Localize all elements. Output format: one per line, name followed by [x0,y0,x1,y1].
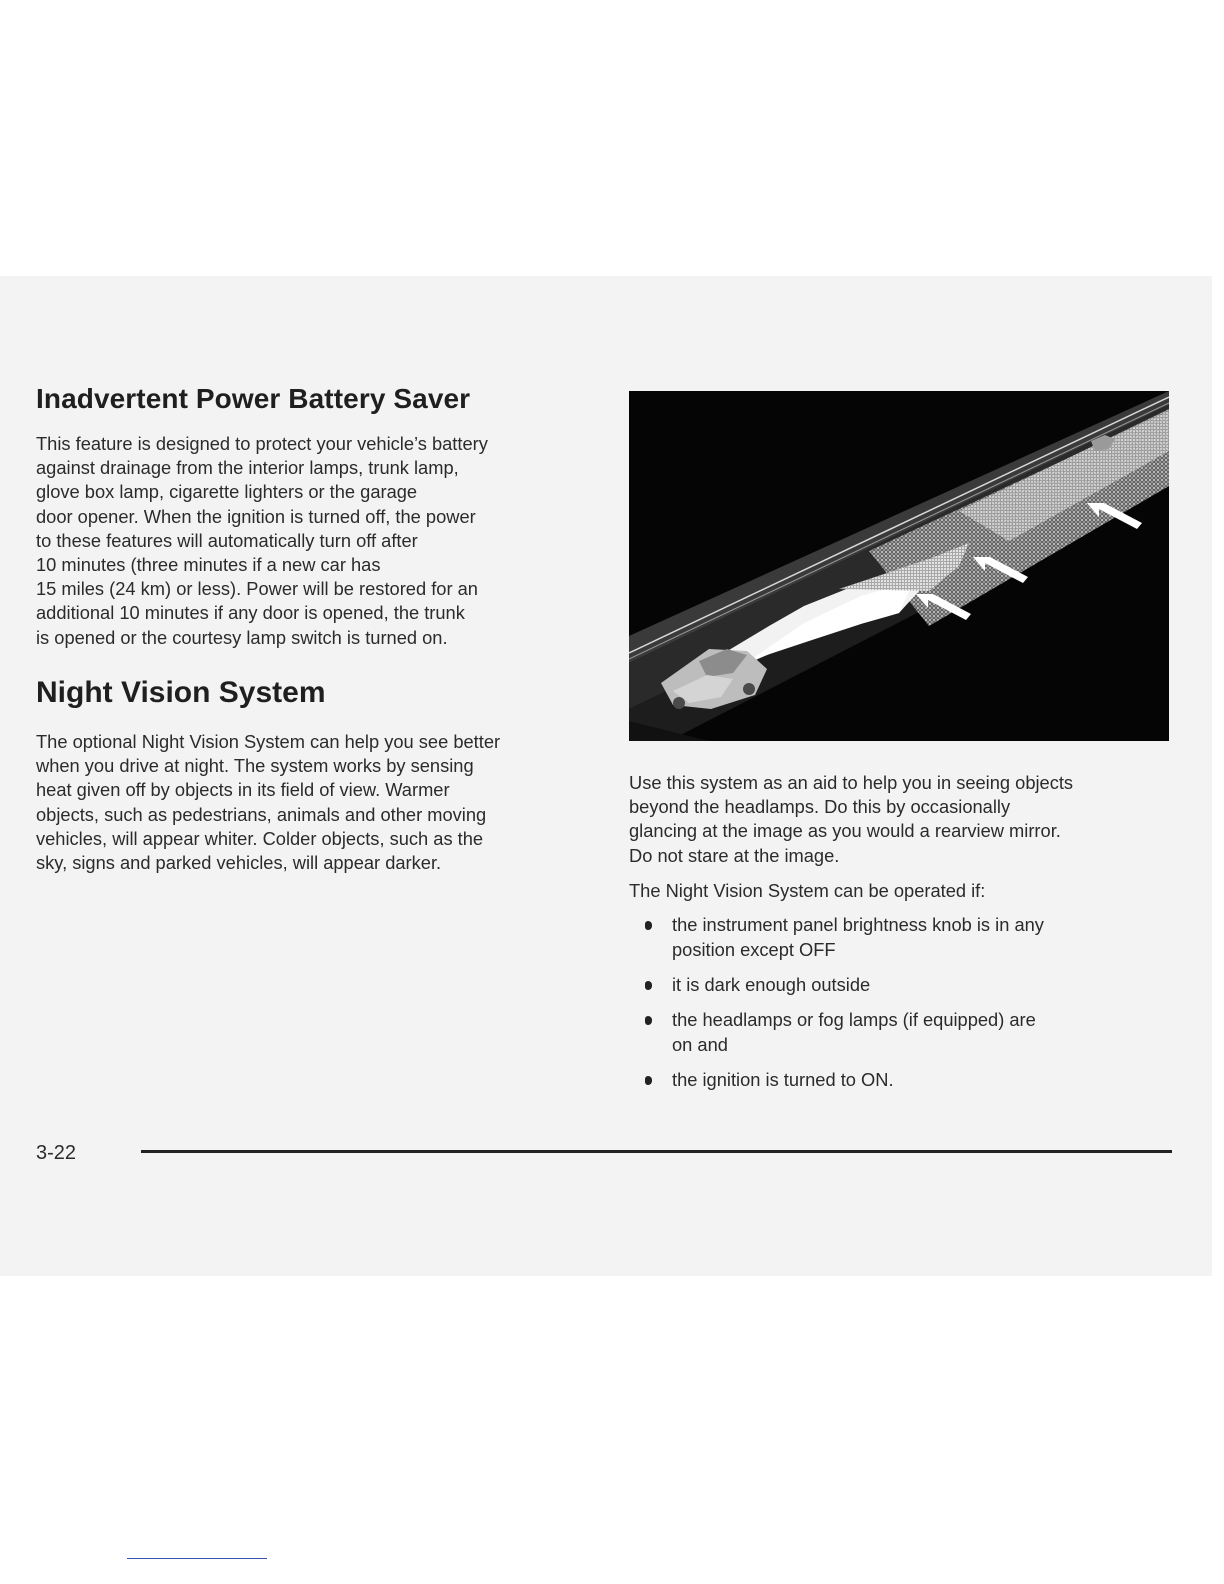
text-line: it is dark enough outside [672,974,871,995]
operation-conditions-list [643,912,1044,1102]
section-heading-night-vision: Night Vision System [36,676,326,709]
page-number: 3-22 [36,1142,77,1164]
bullet-icon [645,1076,652,1085]
text-line: door opener. When the ignition is turned off, the power [36,505,476,527]
night-vision-illustration [629,391,1169,741]
bullet-icon [645,981,652,990]
text-line: 15 miles (24 km) or less). Power will be restored for an [36,578,478,600]
text-line: Do not stare at the image. [629,844,840,866]
text-line: glancing at the image as you would a rearview mirror. [629,820,1061,842]
bullet-icon [645,1016,652,1025]
text-line: when you drive at night. The system works by sensing [36,755,474,777]
list-item [643,1007,1044,1057]
text-line: heat given off by objects in its field of view. Warmer [36,779,450,801]
text-line: to these features will automatically turn off after [36,529,418,551]
text-line: vehicles, will appear whiter. Colder objects, such as the [36,827,484,849]
section-heading-battery-saver: Inadvertent Power Battery Saver [36,383,471,414]
night-vision-illustration-graphic [629,391,1169,741]
text-line: The Night Vision System can be operated if: [629,880,986,901]
text-line: the ignition is turned to ON. [672,1069,894,1090]
operation-conditions-intro [629,879,985,903]
text-line: the instrument panel brightness knob is in any [672,914,1044,935]
text-line: on and [672,1034,728,1055]
text-line: is opened or the courtesy lamp switch is turned on. [36,626,448,648]
text-line: This feature is designed to protect your vehicle’s battery [36,433,488,454]
text-line: objects, such as pedestrians, animals and other moving [36,803,487,825]
text-line: additional 10 minutes if any door is opened, the trunk [36,602,465,624]
text-line: sky, signs and parked vehicles, will appear darker. [36,852,442,874]
list-item [643,912,1044,962]
bottom-divider [127,1558,267,1559]
text-line: against drainage from the interior lamps, trunk lamp, [36,457,459,479]
text-line: 10 minutes (three minutes if a new car has [36,554,381,576]
list-item [643,972,1044,997]
text-line: the headlamps or fog lamps (if equipped) are [672,1009,1036,1030]
list-item [643,1067,1044,1092]
text-line: The optional Night Vision System can help you see better [36,731,501,752]
text-line: glove box lamp, cigarette lighters or the garage [36,481,418,503]
text-line: beyond the headlamps. Do this by occasionally [629,796,1011,818]
text-line: position except OFF [672,939,836,960]
usage-paragraph [629,771,1073,868]
bullet-icon [645,921,652,930]
footer-rule [141,1150,1172,1153]
battery-saver-paragraph [36,432,488,650]
text-line: Use this system as an aid to help you in seeing objects [629,772,1074,793]
night-vision-paragraph [36,730,500,875]
